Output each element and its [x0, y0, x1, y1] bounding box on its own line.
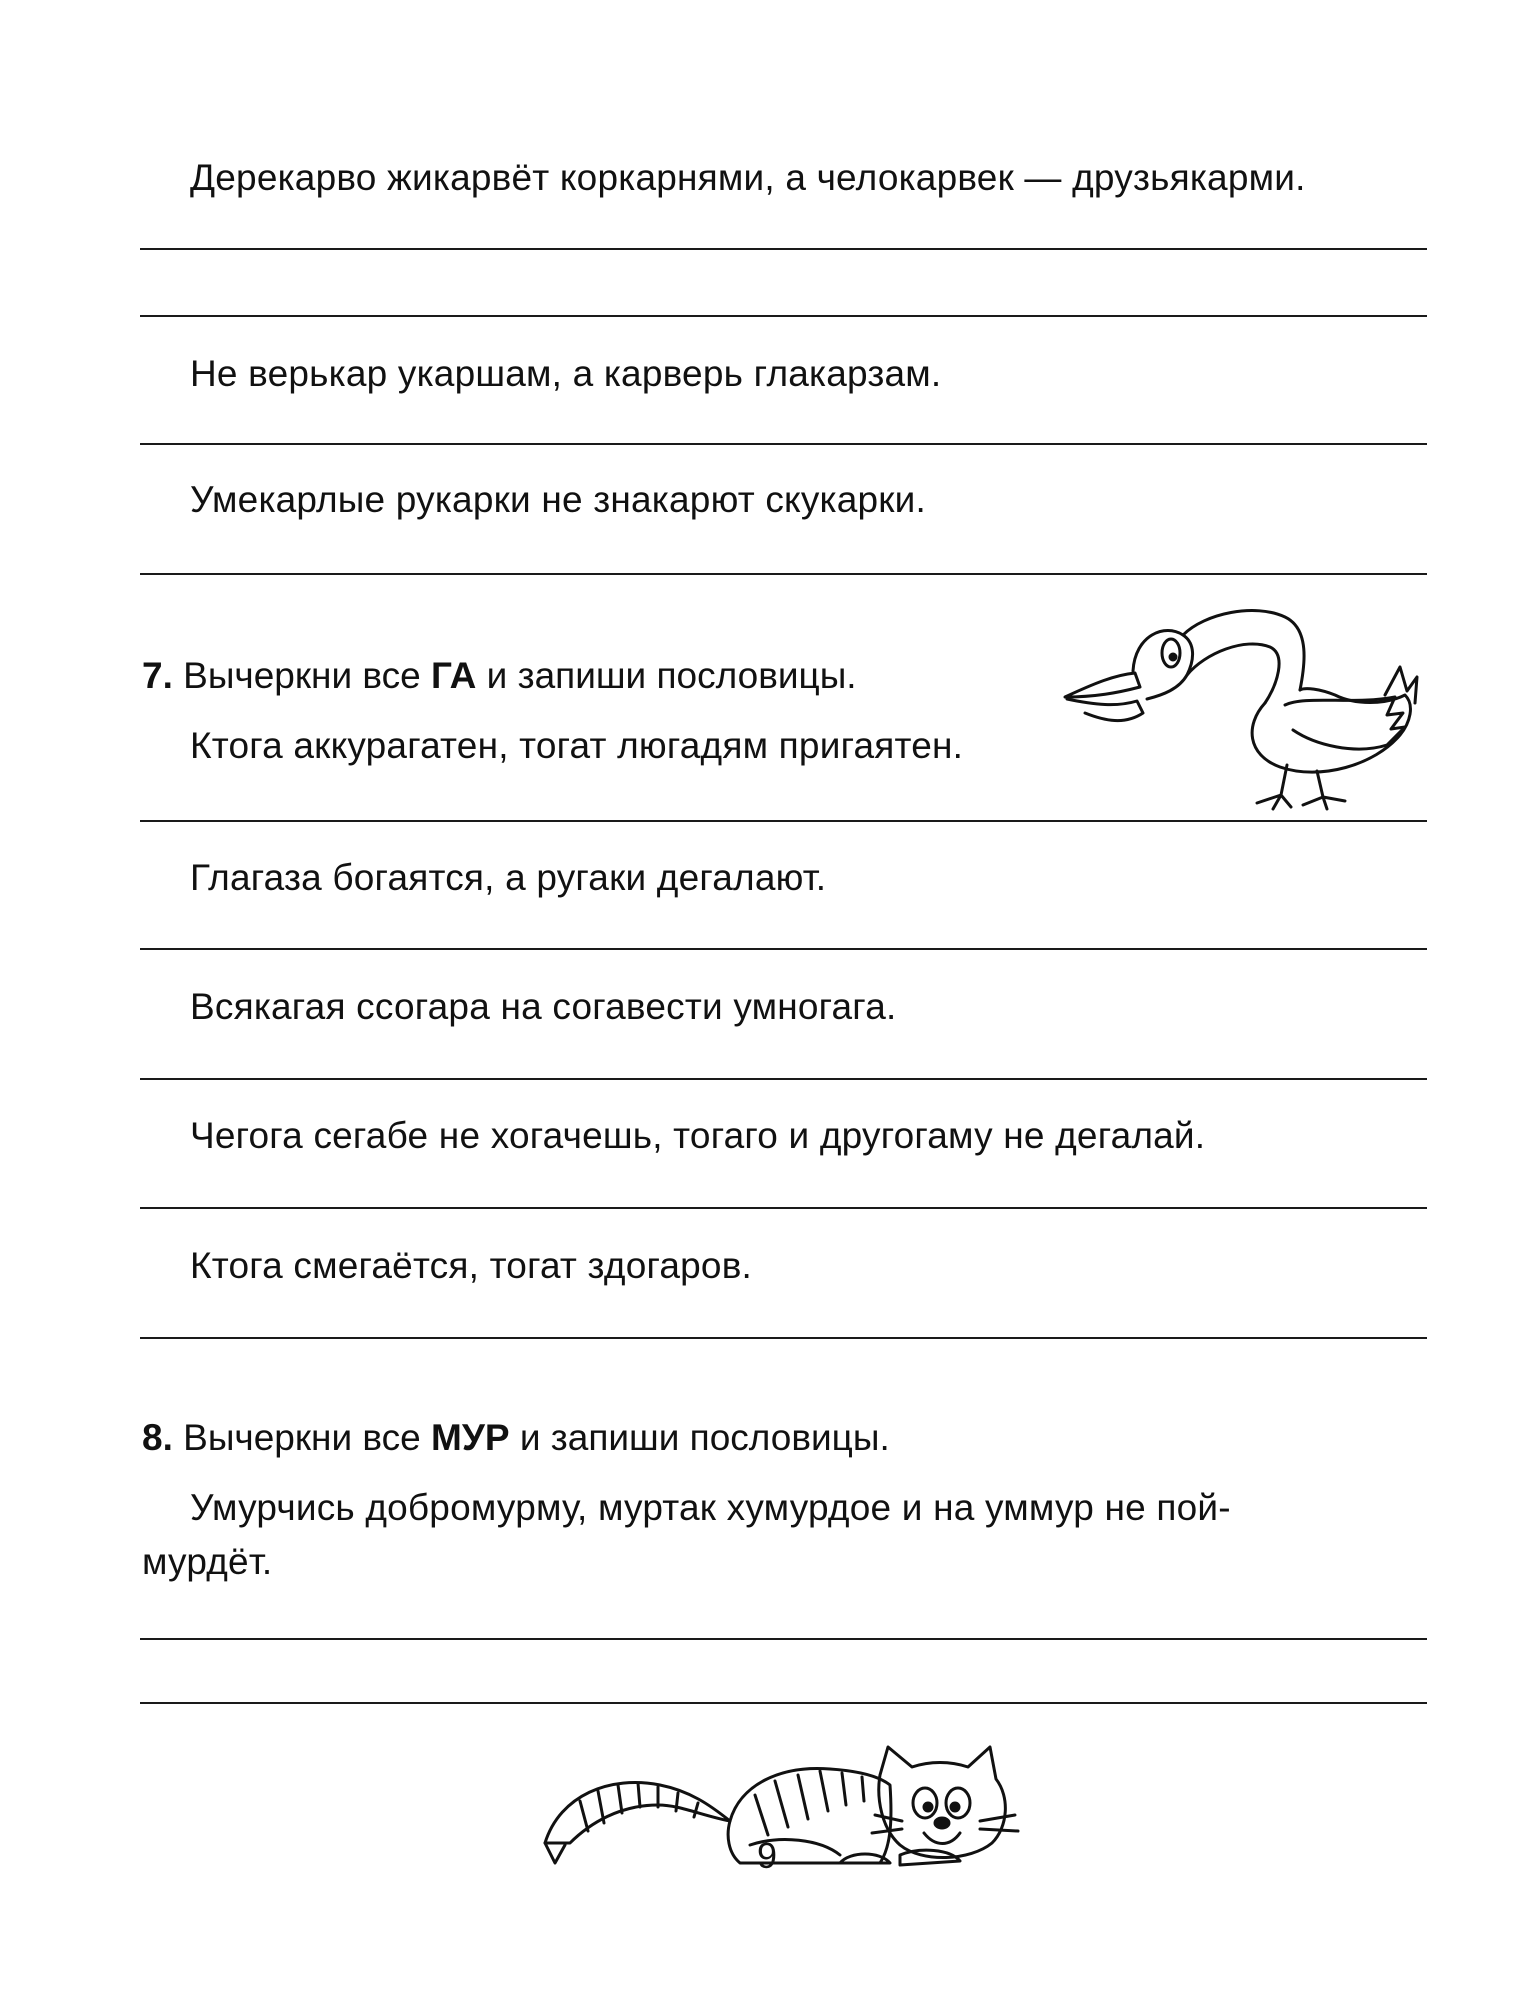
- goose-pupil: [1170, 654, 1176, 660]
- proverb-line-9a: Умурчись добромурму, муртак хумурдое и на уммур не пой-: [190, 1487, 1231, 1528]
- cat-pupil-right: [951, 1803, 959, 1811]
- proverb-line-2: Не верькар укаршам, а карверь глакарзам.: [190, 353, 942, 394]
- goose-head: [1133, 631, 1193, 700]
- task-prefix: Вычеркни все: [183, 1417, 421, 1458]
- answer-line: [140, 1207, 1427, 1209]
- task-number: 8.: [142, 1417, 173, 1458]
- goose-leg-right: [1303, 771, 1345, 809]
- answer-line: [140, 820, 1427, 822]
- proverb-line-3: Умекарлые рукарки не знакарют скукарки.: [190, 479, 927, 520]
- task-number: 7.: [142, 655, 173, 696]
- page-number: 9: [756, 1835, 778, 1876]
- goose-illustration: [1055, 595, 1435, 810]
- goose-lower-beak: [1067, 699, 1143, 721]
- proverb-line-5: Глагаза богаятся, а ругаки дегалают.: [190, 857, 827, 898]
- task-prefix: Вычеркни все: [183, 655, 421, 696]
- answer-line: [140, 1337, 1427, 1339]
- goose-neck-back: [1183, 611, 1304, 690]
- answer-line: [140, 1638, 1427, 1640]
- task-keyword: ГА: [431, 655, 477, 696]
- task-suffix: и запиши пословицы.: [519, 1417, 890, 1458]
- proverb-line-7: Чегога сегабе не хогачешь, тогаго и другогаму не дегалай.: [190, 1115, 1206, 1156]
- answer-line: [140, 573, 1427, 575]
- answer-line: [140, 1702, 1427, 1704]
- answer-line: [140, 1078, 1427, 1080]
- answer-line: [140, 948, 1427, 950]
- answer-line: [140, 443, 1427, 445]
- proverb-line-4: Ктога аккурагатен, тогат люгадям пригаятен.: [190, 725, 964, 766]
- goose-beak: [1065, 673, 1140, 697]
- answer-line: [140, 248, 1427, 250]
- proverb-line-9b: мурдёт.: [142, 1541, 273, 1582]
- task-8-heading: [142, 1414, 890, 1462]
- proverb-line-6: Всякагая ссогара на согавести умногага.: [190, 986, 897, 1027]
- answer-line: [140, 315, 1427, 317]
- goose-neck-front: [1187, 644, 1279, 703]
- cat-nose: [935, 1818, 949, 1828]
- proverb-line-8: Ктога смегаётся, тогат здогаров.: [190, 1245, 753, 1286]
- goose-wing: [1285, 697, 1405, 749]
- task-suffix: и запиши пословицы.: [486, 655, 857, 696]
- goose-leg-left: [1257, 765, 1291, 809]
- task-keyword: МУР: [431, 1417, 510, 1458]
- proverb-line-1: Дерекарво жикарвёт коркарнями, а челокарвек — друзьякарми.: [190, 157, 1306, 198]
- cat-pupil-left: [924, 1803, 932, 1811]
- task-7-heading: [142, 652, 857, 700]
